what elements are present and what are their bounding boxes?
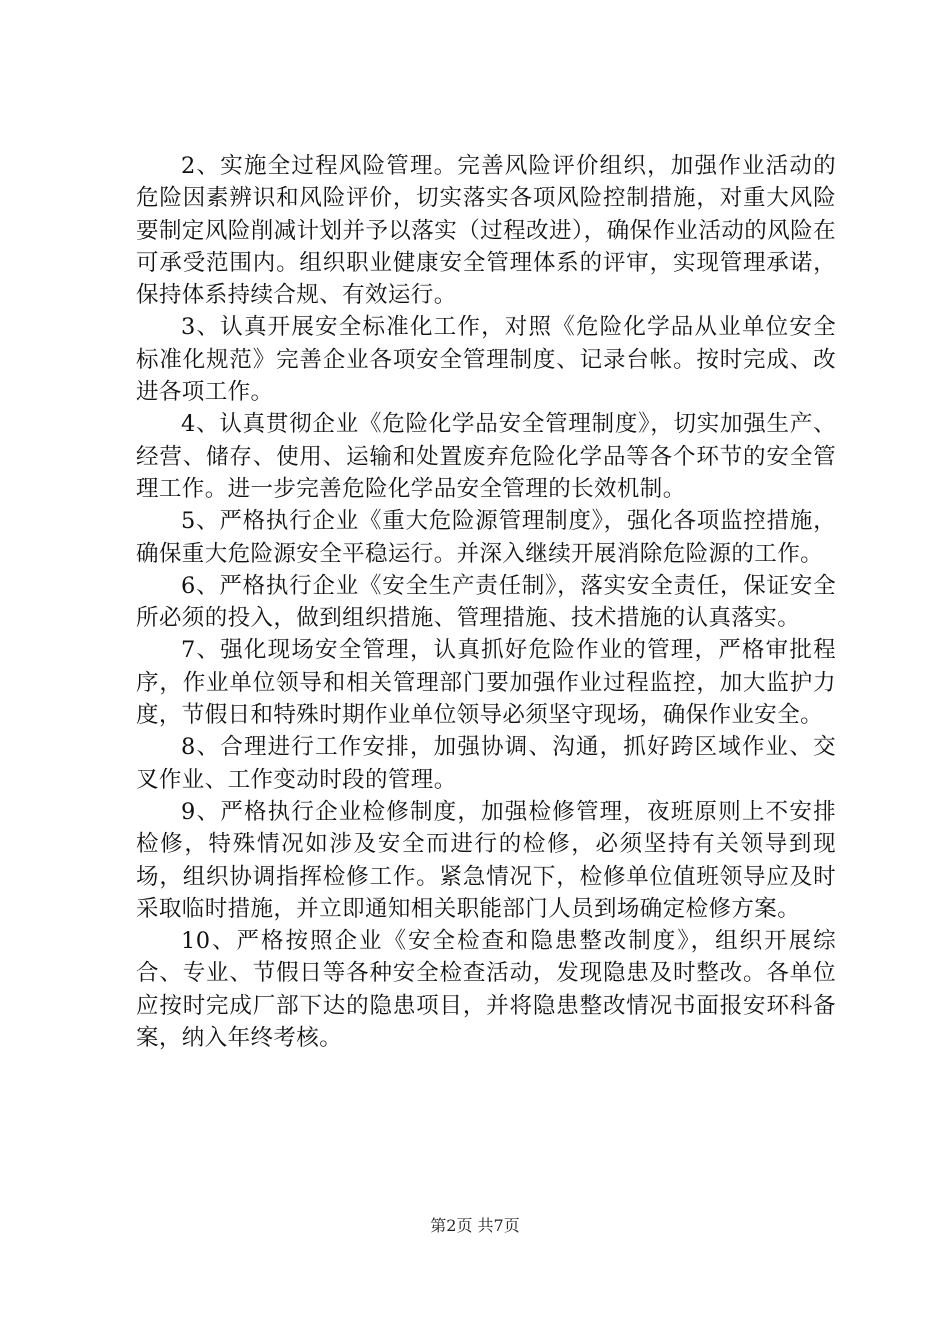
page-number-footer: 第2页 共7页 (430, 1216, 520, 1235)
paragraph-item-8: 8、合理进行工作安排，加强协调、沟通，抓好跨区域作业、交叉作业、工作变动时段的管理。 (136, 734, 836, 793)
paragraph-item-6: 6、严格执行企业《安全生产责任制》，落实安全责任，保证安全所必须的投入，做到组织措施、管理措施、技术措施的认真落实。 (136, 572, 836, 632)
paragraph-item-9: 9、严格执行企业检修制度，加强检修管理，夜班原则上不安排检修，特殊情况如涉及安全而进行的检修，必须坚持有关领导到现场，组织协调指挥检修工作。紧急情况下，检修单位值班领导应及时采取临时措施，并立即通知相关职能部门人员到场确定检修方案。 (136, 798, 836, 922)
paragraph-item-4: 4、认真贯彻企业《危险化学品安全管理制度》，切实加强生产、经营、储存、使用、运输和处置废弃危险化学品等各个环节的安全管理工作。进一步完善危险化学品安全管理的长效机制。 (136, 411, 836, 502)
paragraph-item-5: 5、严格执行企业《重大危险源管理制度》，强化各项监控措施，确保重大危险源安全平稳运行。并深入继续开展消除危险源的工作。 (136, 508, 836, 567)
paragraph-item-2: 2、实施全过程风险管理。完善风险评价组织，加强作业活动的危险因素辨识和风险评价，切实落实各项风险控制措施，对重大风险要制定风险削减计划并予以落实（过程改进），确保作业活动的风险在可承受范围内。组织职业健康安全管理体系的评审，实现管理承诺，保持体系持续合规、有效运行。 (136, 153, 836, 309)
paragraph-item-3: 3、认真开展安全标准化工作，对照《危险化学品从业单位安全标准化规范》完善企业各项安全管理制度、记录台帐。按时完成、改进各项工作。 (136, 314, 836, 406)
paragraph-item-7: 7、强化现场安全管理，认真抓好危险作业的管理，严格审批程序，作业单位领导和相关管理部门要加强作业过程监控，加大监护力度，节假日和特殊时期作业单位领导必须坚守现场，确保作业安全。 (136, 637, 836, 729)
paragraph-item-10: 10、严格按照企业《安全检查和隐患整改制度》，组织开展综合、专业、节假日等各种安全检查活动，发现隐患及时整改。各单位应按时完成厂部下达的隐患项目，并将隐患整改情况书面报安环科备案，纳入年终考核。 (136, 928, 836, 1052)
document-body (136, 150, 836, 1054)
